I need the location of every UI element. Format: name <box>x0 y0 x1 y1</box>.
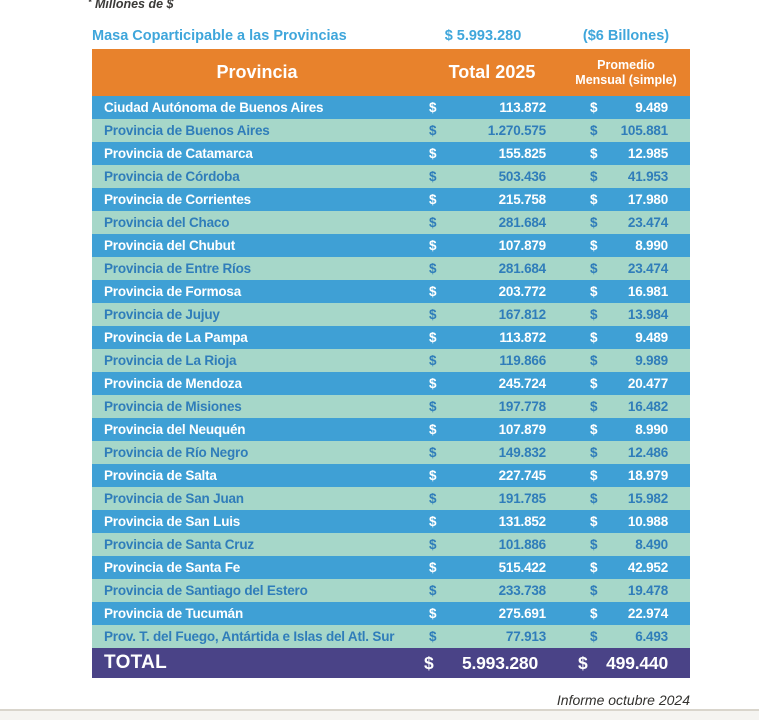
monthly-avg-value <box>562 625 690 648</box>
summary-label: Masa Coparticipable a las Provincias <box>92 27 347 44</box>
total-2025-value <box>422 372 562 395</box>
table-row <box>92 119 690 142</box>
province-name: Provincia de Río Negro <box>104 445 249 460</box>
monthly-avg-value <box>562 372 690 395</box>
total-2025-number: 1.270.575 <box>487 123 546 138</box>
monthly-avg-number: 15.982 <box>627 491 668 506</box>
total-2025-number: 101.886 <box>498 537 546 552</box>
currency-sign: $ <box>590 169 598 184</box>
monthly-avg-number: 20.477 <box>627 376 668 391</box>
monthly-avg-number: 16.482 <box>627 399 668 414</box>
province-name: Provincia de Formosa <box>104 284 242 299</box>
total-2025-value <box>422 487 562 510</box>
total-2025-number: 275.691 <box>498 606 546 621</box>
currency-sign: $ <box>429 376 437 391</box>
summary-billions-note: ($6 Billones) <box>582 27 670 44</box>
total-2025-number: 197.778 <box>498 399 546 414</box>
province-name: Provincia de Salta <box>104 468 217 483</box>
total-2025-number: 281.684 <box>498 215 546 230</box>
table-row <box>92 441 690 464</box>
total-2025-number: 119.866 <box>499 353 546 368</box>
monthly-avg-number: 9.989 <box>635 353 668 368</box>
total-2025-value <box>422 165 562 188</box>
total-2025-sum-value: 5.993.280 <box>461 653 538 673</box>
currency-sign: $ <box>590 146 598 161</box>
summary-line <box>92 22 690 49</box>
currency-sign: $ <box>429 445 437 460</box>
table-row <box>92 372 690 395</box>
total-2025-value <box>422 326 562 349</box>
province-name: Ciudad Autónoma de Buenos Aires <box>104 100 324 115</box>
currency-sign: $ <box>429 238 437 253</box>
currency-sign: $ <box>429 146 437 161</box>
table-row <box>92 326 690 349</box>
total-2025-number: 167.812 <box>498 307 546 322</box>
province-name: Provincia de Santiago del Estero <box>104 583 308 598</box>
monthly-avg-number: 8.990 <box>635 238 668 253</box>
total-2025-value <box>422 188 562 211</box>
monthly-avg-number: 41.953 <box>627 169 668 184</box>
total-row <box>92 648 690 678</box>
province-name: Provincia de Catamarca <box>104 146 253 161</box>
province-name: Provincia de Córdoba <box>104 169 240 184</box>
currency-sign: $ <box>590 560 598 575</box>
currency-sign: $ <box>590 330 598 345</box>
table-row <box>92 142 690 165</box>
province-name: Provincia de La Rioja <box>104 353 237 368</box>
monthly-avg-value <box>562 441 690 464</box>
currency-sign: $ <box>590 376 598 391</box>
monthly-avg-value <box>562 602 690 625</box>
province-name: Provincia de Tucumán <box>104 606 244 621</box>
total-2025-number: 227.745 <box>498 468 546 483</box>
total-2025-value <box>422 395 562 418</box>
header-provincia: Provincia <box>216 62 298 82</box>
monthly-avg-value <box>562 188 690 211</box>
province-name: Provincia del Neuquén <box>104 422 246 437</box>
currency-sign: $ <box>590 514 598 529</box>
total-2025-value <box>422 119 562 142</box>
province-name: Provincia de La Pampa <box>104 330 248 345</box>
table-row <box>92 303 690 326</box>
table-row <box>92 602 690 625</box>
currency-sign: $ <box>429 399 437 414</box>
table-row <box>92 96 690 119</box>
total-2025-value <box>422 257 562 280</box>
monthly-avg-value <box>562 579 690 602</box>
total-label: TOTAL <box>104 652 168 673</box>
currency-sign: $ <box>590 491 598 506</box>
monthly-avg-number: 16.981 <box>627 284 668 299</box>
monthly-avg-sum-value: 499.440 <box>606 653 668 673</box>
total-2025-number: 503.436 <box>498 169 546 184</box>
table-body <box>92 96 690 648</box>
province-name: Provincia de Corrientes <box>104 192 251 207</box>
header-promedio-mensual <box>562 58 690 88</box>
monthly-avg-number: 6.493 <box>635 629 668 644</box>
monthly-avg-number: 12.985 <box>627 146 668 161</box>
monthly-avg-value <box>562 234 690 257</box>
province-name: Prov. T. del Fuego, Antártida e Islas del Atl. Sur <box>104 629 395 644</box>
total-2025-value <box>422 280 562 303</box>
currency-sign: $ <box>429 491 437 506</box>
province-name: Provincia del Chaco <box>104 215 230 230</box>
total-2025-number: 107.879 <box>498 422 546 437</box>
units-note-text: Millones de $ <box>95 0 174 11</box>
total-2025-number: 107.879 <box>498 238 546 253</box>
header-promedio-line1: Promedio <box>597 57 655 72</box>
monthly-avg-number: 9.489 <box>635 100 668 115</box>
total-2025-number: 203.772 <box>498 284 546 299</box>
currency-sign: $ <box>590 123 598 138</box>
currency-sign: $ <box>590 100 598 115</box>
total-2025-value <box>422 602 562 625</box>
monthly-avg-number: 12.486 <box>627 445 668 460</box>
total-2025-number: 215.758 <box>498 192 546 207</box>
monthly-avg-value <box>562 326 690 349</box>
currency-sign: $ <box>429 307 437 322</box>
total-2025-sum <box>422 648 562 678</box>
total-2025-value <box>422 441 562 464</box>
table-row <box>92 165 690 188</box>
currency-sign: $ <box>590 629 598 644</box>
total-2025-number: 515.422 <box>498 560 546 575</box>
province-name: Provincia de Santa Fe <box>104 560 241 575</box>
province-name: Provincia de Misiones <box>104 399 242 414</box>
monthly-avg-sum <box>562 648 690 678</box>
page-bottom-edge <box>0 709 759 720</box>
currency-sign: $ <box>590 583 598 598</box>
monthly-avg-value <box>562 556 690 579</box>
monthly-avg-number: 8.990 <box>635 422 668 437</box>
currency-sign: $ <box>429 422 437 437</box>
province-name: Provincia de Buenos Aires <box>104 123 270 138</box>
currency-sign: $ <box>424 653 434 673</box>
monthly-avg-value <box>562 533 690 556</box>
header-promedio-line2: Mensual (simple) <box>575 72 677 87</box>
report-date-note: Informe octubre 2024 <box>556 692 690 708</box>
total-2025-value <box>422 579 562 602</box>
monthly-avg-number: 8.490 <box>635 537 668 552</box>
province-name: Provincia del Chubut <box>104 238 236 253</box>
monthly-avg-number: 19.478 <box>627 583 668 598</box>
currency-sign: $ <box>590 353 598 368</box>
currency-sign: $ <box>590 445 598 460</box>
total-2025-value <box>422 96 562 119</box>
currency-sign: $ <box>429 192 437 207</box>
currency-sign: $ <box>590 468 598 483</box>
monthly-avg-value <box>562 418 690 441</box>
monthly-avg-number: 13.984 <box>627 307 668 322</box>
monthly-avg-value <box>562 96 690 119</box>
units-note <box>88 0 174 11</box>
coparticipation-table <box>92 22 690 678</box>
monthly-avg-value <box>562 142 690 165</box>
total-2025-value <box>422 349 562 372</box>
currency-sign: $ <box>429 353 437 368</box>
province-name: Provincia de San Juan <box>104 491 244 506</box>
table-row <box>92 579 690 602</box>
currency-sign: $ <box>429 583 437 598</box>
currency-sign: $ <box>590 537 598 552</box>
province-name: Provincia de San Luis <box>104 514 241 529</box>
total-2025-number: 77.913 <box>505 629 546 644</box>
monthly-avg-number: 18.979 <box>627 468 668 483</box>
currency-sign: $ <box>578 653 588 673</box>
table-row <box>92 234 690 257</box>
table-row <box>92 257 690 280</box>
currency-sign: $ <box>429 261 437 276</box>
currency-sign: $ <box>429 215 437 230</box>
total-2025-number: 245.724 <box>498 376 546 391</box>
total-2025-value <box>422 418 562 441</box>
total-2025-value <box>422 303 562 326</box>
province-name: Provincia de Mendoza <box>104 376 242 391</box>
monthly-avg-value <box>562 211 690 234</box>
currency-sign: $ <box>429 330 437 345</box>
table-row <box>92 556 690 579</box>
currency-sign: $ <box>429 123 437 138</box>
total-2025-value <box>422 142 562 165</box>
currency-sign: $ <box>429 606 437 621</box>
total-2025-number: 281.684 <box>498 261 546 276</box>
currency-sign: $ <box>429 169 437 184</box>
total-2025-number: 191.785 <box>498 491 546 506</box>
monthly-avg-number: 42.952 <box>627 560 668 575</box>
province-name: Provincia de Jujuy <box>104 307 220 322</box>
monthly-avg-value <box>562 395 690 418</box>
monthly-avg-number: 17.980 <box>627 192 668 207</box>
currency-sign: $ <box>429 468 437 483</box>
total-2025-number: 149.832 <box>498 445 546 460</box>
currency-sign: $ <box>590 215 598 230</box>
monthly-avg-number: 23.474 <box>627 261 668 276</box>
total-2025-number: 155.825 <box>498 146 546 161</box>
table-header-row <box>92 49 690 96</box>
currency-sign: $ <box>429 514 437 529</box>
total-2025-value <box>422 510 562 533</box>
total-2025-value <box>422 625 562 648</box>
monthly-avg-value <box>562 165 690 188</box>
currency-sign: $ <box>590 284 598 299</box>
province-name: Provincia de Entre Ríos <box>104 261 251 276</box>
currency-sign: $ <box>429 537 437 552</box>
monthly-avg-number: 9.489 <box>635 330 668 345</box>
total-2025-number: 113.872 <box>499 100 546 115</box>
monthly-avg-number: 105.881 <box>620 123 668 138</box>
monthly-avg-number: 22.974 <box>627 606 668 621</box>
monthly-avg-value <box>562 303 690 326</box>
currency-sign: $ <box>590 261 598 276</box>
total-2025-number: 113.872 <box>499 330 546 345</box>
monthly-avg-value <box>562 487 690 510</box>
table-row <box>92 625 690 648</box>
total-2025-number: 233.738 <box>498 583 546 598</box>
currency-sign: $ <box>590 307 598 322</box>
monthly-avg-value <box>562 464 690 487</box>
monthly-avg-number: 23.474 <box>627 215 668 230</box>
table-row <box>92 280 690 303</box>
summary-total-value: $ 5.993.280 <box>444 27 522 44</box>
monthly-avg-number: 10.988 <box>627 514 668 529</box>
currency-sign: $ <box>590 238 598 253</box>
currency-sign: $ <box>590 192 598 207</box>
table-row <box>92 464 690 487</box>
monthly-avg-value <box>562 257 690 280</box>
footnote-asterisk: * <box>88 0 92 7</box>
header-total-2025: Total 2025 <box>448 62 536 82</box>
total-2025-value <box>422 211 562 234</box>
monthly-avg-value <box>562 119 690 142</box>
total-2025-value <box>422 556 562 579</box>
total-2025-value <box>422 533 562 556</box>
monthly-avg-value <box>562 349 690 372</box>
total-2025-number: 131.852 <box>498 514 546 529</box>
currency-sign: $ <box>429 284 437 299</box>
currency-sign: $ <box>429 629 437 644</box>
table-row <box>92 418 690 441</box>
province-name: Provincia de Santa Cruz <box>104 537 254 552</box>
currency-sign: $ <box>590 422 598 437</box>
currency-sign: $ <box>590 399 598 414</box>
total-2025-value <box>422 234 562 257</box>
currency-sign: $ <box>429 100 437 115</box>
currency-sign: $ <box>590 606 598 621</box>
table-row <box>92 211 690 234</box>
table-row <box>92 510 690 533</box>
monthly-avg-value <box>562 280 690 303</box>
total-2025-value <box>422 464 562 487</box>
table-row <box>92 188 690 211</box>
table-row <box>92 395 690 418</box>
table-row <box>92 533 690 556</box>
table-row <box>92 487 690 510</box>
table-row <box>92 349 690 372</box>
monthly-avg-value <box>562 510 690 533</box>
currency-sign: $ <box>429 560 437 575</box>
